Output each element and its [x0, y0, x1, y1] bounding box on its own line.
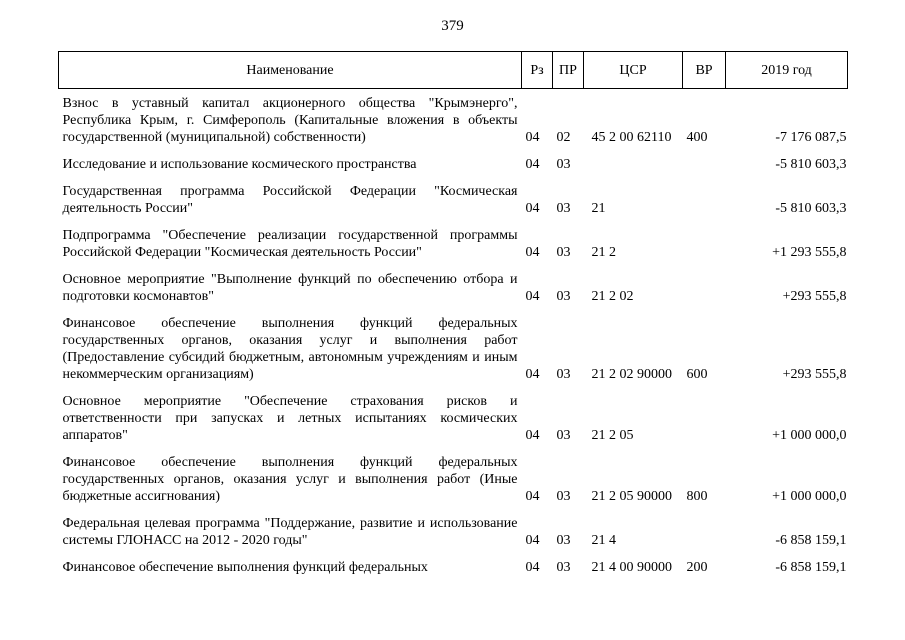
column-header-csr: ЦСР: [584, 52, 683, 89]
table-row: [59, 515, 848, 553]
table-body: [59, 89, 848, 581]
table-row: [59, 271, 848, 309]
cell-amount: +293 555,8: [782, 367, 847, 382]
table-row: [59, 227, 848, 265]
cell-amount: +1 293 555,8: [772, 245, 847, 260]
column-header-year: 2019 год: [726, 52, 848, 89]
cell-vr: [683, 515, 726, 553]
cell-name: Государственная программа Российской Федерации "Космическая деятельность России": [62, 184, 518, 216]
column-header-pr: ПР: [553, 52, 584, 89]
cell-csr: 21 2 02 90000: [591, 367, 672, 382]
cell-pr: 03: [556, 533, 571, 548]
cell-pr: 03: [556, 157, 571, 172]
cell-rz: 04: [525, 489, 540, 504]
cell-csr: 21 2: [591, 245, 616, 260]
cell-csr: 45 2 00 62110: [591, 130, 672, 145]
cell-csr: 21 2 05: [591, 428, 634, 443]
cell-vr: 400: [686, 130, 708, 145]
column-header-vr: ВР: [683, 52, 726, 89]
cell-name: Основное мероприятие "Обеспечение страхования рисков и ответственности при запусках и летных испытаниях космических аппаратов": [62, 394, 518, 443]
cell-rz: 04: [525, 245, 540, 260]
cell-name: Федеральная целевая программа "Поддержание, развитие и использование системы ГЛОНАСС на 2012 - 2020 годы": [62, 516, 518, 548]
cell-pr: 02: [556, 130, 571, 145]
cell-vr: 600: [686, 367, 708, 382]
cell-csr: 21: [591, 201, 606, 216]
cell-amount: +293 555,8: [782, 289, 847, 304]
cell-vr: [683, 156, 726, 177]
cell-amount: -5 810 603,3: [775, 157, 847, 172]
table-row: [59, 454, 848, 509]
cell-pr: 03: [556, 560, 571, 575]
cell-pr: 03: [556, 201, 571, 216]
cell-name: Основное мероприятие "Выполнение функций по обеспечению отбора и подготовки космонавтов": [62, 272, 518, 304]
cell-name: Финансовое обеспечение выполнения функций федеральных государственных органов, оказания услуг и выполнения работ (Иные бюджетные ассигнования): [62, 455, 518, 504]
cell-vr: [683, 393, 726, 448]
cell-amount: +1 000 000,0: [772, 489, 847, 504]
cell-rz: 04: [525, 428, 540, 443]
cell-pr: 03: [556, 428, 571, 443]
cell-name: Финансовое обеспечение выполнения функций федеральных: [62, 560, 428, 575]
table-row: [59, 559, 848, 580]
table-row: [59, 156, 848, 177]
cell-pr: 03: [556, 245, 571, 260]
table-header: [59, 52, 848, 89]
page-number: 379: [441, 18, 464, 34]
cell-csr: [584, 156, 683, 177]
cell-pr: 03: [556, 367, 571, 382]
cell-amount: -5 810 603,3: [775, 201, 847, 216]
cell-csr: 21 4 00 90000: [591, 560, 672, 575]
table-row: [59, 95, 848, 150]
cell-csr: 21 2 05 90000: [591, 489, 672, 504]
cell-pr: 03: [556, 289, 571, 304]
cell-name: Подпрограмма "Обеспечение реализации государственной программы Российской Федерации "Космическая деятельность России": [62, 228, 518, 260]
cell-pr: 03: [556, 489, 571, 504]
cell-rz: 04: [525, 201, 540, 216]
cell-name: Исследование и использование космического пространства: [62, 157, 417, 172]
cell-amount: -6 858 159,1: [775, 533, 847, 548]
cell-csr: 21 4: [591, 533, 616, 548]
cell-vr: 800: [686, 489, 708, 504]
cell-vr: 200: [686, 560, 708, 575]
cell-rz: 04: [525, 130, 540, 145]
cell-rz: 04: [525, 289, 540, 304]
cell-rz: 04: [525, 560, 540, 575]
cell-vr: [683, 227, 726, 265]
cell-rz: 04: [525, 367, 540, 382]
cell-rz: 04: [525, 157, 540, 172]
column-header-name: Наименование: [59, 52, 522, 89]
budget-table: [58, 51, 848, 580]
cell-amount: +1 000 000,0: [772, 428, 847, 443]
cell-amount: -7 176 087,5: [775, 130, 847, 145]
cell-csr: 21 2 02: [591, 289, 634, 304]
cell-name: Взнос в уставный капитал акционерного общества "Крымэнерго", Республика Крым, г. Симферополь (Капитальные вложения в объекты государственной (муниципальной) собственности): [62, 96, 518, 145]
table-row: [59, 393, 848, 448]
table-row: [59, 183, 848, 221]
cell-rz: 04: [525, 533, 540, 548]
cell-amount: -6 858 159,1: [775, 560, 847, 575]
cell-name: Финансовое обеспечение выполнения функций федеральных государственных органов, оказания услуг и выполнения работ (Предоставление субсидий бюджетным, автономным учреждениям и иным некоммерческим организациям): [62, 316, 518, 382]
cell-vr: [683, 183, 726, 221]
table-row: [59, 315, 848, 387]
cell-vr: [683, 271, 726, 309]
column-header-rz: Рз: [522, 52, 553, 89]
